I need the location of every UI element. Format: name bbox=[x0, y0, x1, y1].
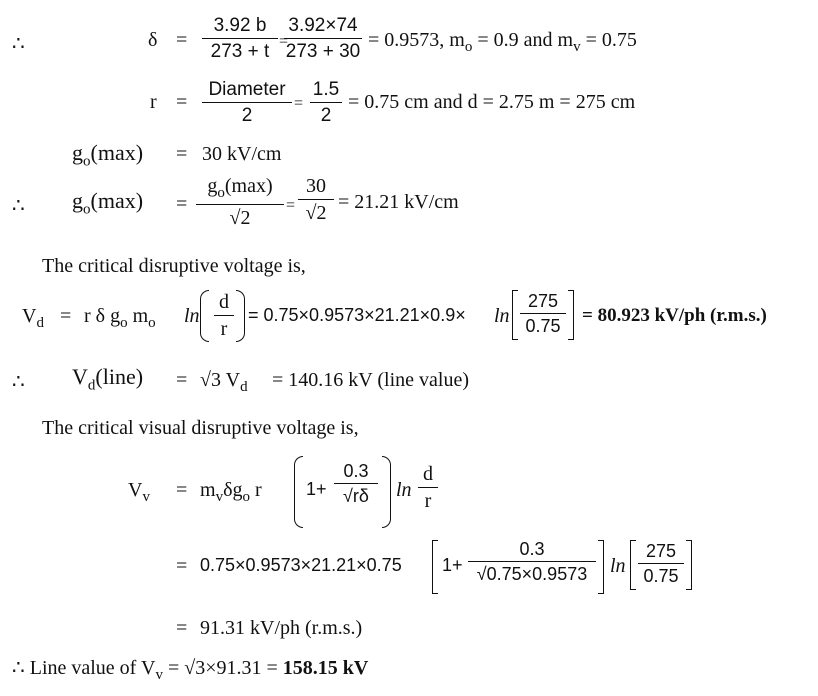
right-bracket bbox=[686, 540, 692, 590]
ln-operator: ln bbox=[494, 305, 510, 327]
therefore-symbol: ∴ bbox=[12, 371, 25, 393]
equals-sign: = bbox=[176, 193, 188, 215]
fraction-denominator: r bbox=[220, 318, 228, 340]
fraction-numerator: d bbox=[423, 463, 433, 485]
right-bracket bbox=[598, 540, 604, 594]
fraction-numerator: Diameter bbox=[208, 79, 286, 100]
fraction-03-over-root-values bbox=[468, 540, 596, 583]
fraction-numerator: $g_o(\max)$ bbox=[207, 175, 273, 201]
vv-label: $V_v$ bbox=[128, 479, 150, 505]
left-bracket bbox=[512, 290, 518, 340]
delta-symbol: δ bbox=[148, 29, 158, 51]
right-paren bbox=[236, 290, 245, 342]
fraction-denominator: √rδ bbox=[343, 486, 369, 506]
fraction-275-over-075 bbox=[520, 292, 566, 335]
fraction-d-over-r bbox=[418, 464, 438, 511]
g0-max-label: $g_o(\max)$ bbox=[72, 140, 144, 170]
fraction-denominator: r bbox=[424, 490, 432, 512]
g0-result-text: = 21.21 kV/cm bbox=[338, 191, 459, 213]
equals-sign: = bbox=[176, 617, 188, 639]
vd-line-rhs: √3 $V_d$ bbox=[200, 369, 248, 395]
vd-result-text: = 80.923 kV/ph (r.m.s.) bbox=[582, 305, 767, 326]
fraction-numerator: 0.3 bbox=[519, 539, 545, 559]
left-bracket bbox=[630, 540, 636, 590]
equals-sign: = bbox=[176, 143, 188, 165]
fraction-denominator: 0.75 bbox=[643, 566, 679, 586]
fraction-275-over-075 bbox=[638, 542, 684, 585]
vd-line-result: = 140.16 kV (line value) bbox=[272, 369, 469, 391]
fraction-denominator: 2 bbox=[241, 105, 253, 126]
right-paren bbox=[382, 456, 391, 528]
fraction-denominator: 0.75 bbox=[525, 316, 561, 336]
fraction-denominator: √0.75×0.9573 bbox=[476, 564, 588, 584]
left-bracket bbox=[432, 540, 438, 594]
equals-sign: = bbox=[176, 91, 188, 113]
fraction-30-over-root2 bbox=[298, 176, 334, 223]
delta-result-text: = 0.9573, $m_o = 0.9$ and $m_v = 0.75$ bbox=[368, 29, 637, 55]
vd-formula-text: r δ $g_o$ $m_o$ bbox=[84, 305, 156, 331]
fraction-numerator: 0.3 bbox=[343, 461, 369, 481]
equals-sign: = bbox=[286, 197, 296, 214]
therefore-symbol: ∴ bbox=[12, 33, 25, 55]
fraction-g0-over-root2 bbox=[196, 176, 284, 228]
fraction-radius-value bbox=[310, 80, 342, 125]
fraction-numerator: 3.92 b bbox=[213, 15, 267, 36]
equals-sign: = bbox=[176, 479, 188, 501]
fraction-denominator: √2 bbox=[305, 202, 327, 224]
radius-symbol: r bbox=[150, 91, 157, 113]
radius-result-text: = 0.75 cm and d = 2.75 m = 275 cm bbox=[348, 91, 636, 113]
equals-sign: = bbox=[279, 33, 289, 50]
left-paren bbox=[200, 290, 209, 342]
fraction-numerator: 3.92×74 bbox=[288, 15, 358, 36]
equals-sign: = bbox=[176, 555, 188, 577]
paragraph-critical-visual: The critical visual disruptive voltage is, bbox=[42, 417, 359, 439]
fraction-numerator: 275 bbox=[527, 291, 559, 311]
vv-formula-text: $m_v\delta g_o$ r bbox=[200, 479, 262, 505]
equals-sign: = bbox=[176, 29, 188, 51]
ln-operator: ln bbox=[610, 555, 626, 577]
right-bracket bbox=[568, 290, 574, 340]
one-plus: 1+ bbox=[442, 555, 463, 575]
fraction-delta-values bbox=[284, 16, 362, 61]
line-value-result: 158.15 kV bbox=[282, 657, 369, 679]
fraction-numerator: 275 bbox=[645, 541, 677, 561]
vd-label: $V_d$ bbox=[22, 305, 44, 331]
vv-result-text: 91.31 kV/ph (r.m.s.) bbox=[200, 617, 363, 639]
fraction-denominator: √2 bbox=[229, 207, 251, 229]
vd-line-label: $V_d(line)$ bbox=[72, 364, 144, 394]
fraction-denominator: 273 + 30 bbox=[285, 41, 361, 62]
fraction-denominator: 273 + t bbox=[210, 41, 270, 62]
vv-substitution-text: 0.75×0.9573×21.21×0.75 bbox=[200, 555, 402, 575]
ln-operator: ln bbox=[396, 479, 412, 501]
fraction-denominator: 2 bbox=[320, 105, 332, 126]
left-paren bbox=[294, 456, 303, 528]
ln-operator: ln bbox=[184, 305, 200, 327]
g0-max-label: $g_o(\max)$ bbox=[72, 188, 144, 218]
paragraph-critical-disruptive: The critical disruptive voltage is, bbox=[42, 255, 306, 277]
fraction-numerator: 30 bbox=[306, 175, 326, 197]
fraction-numerator: 1.5 bbox=[312, 79, 340, 100]
line-value-summary: ∴ Line value of $V_v = √3\times 91.31 = 158.15$ kV bbox=[12, 657, 369, 683]
fraction-delta-formula bbox=[202, 16, 278, 61]
equals-sign: = bbox=[60, 305, 72, 327]
equals-sign: = bbox=[294, 95, 304, 112]
g0-max-value: 30 kV/cm bbox=[202, 143, 282, 165]
fraction-03-over-root-rdelta bbox=[334, 462, 378, 505]
one-plus: 1+ bbox=[306, 479, 327, 499]
fraction-d-over-r bbox=[214, 292, 234, 339]
fraction-numerator: d bbox=[219, 291, 229, 313]
vd-substitution-text: = 0.75×0.9573×21.21×0.9× bbox=[248, 305, 466, 325]
fraction-diameter bbox=[202, 80, 292, 125]
therefore-symbol: ∴ bbox=[12, 195, 25, 217]
equals-sign: = bbox=[176, 369, 188, 391]
